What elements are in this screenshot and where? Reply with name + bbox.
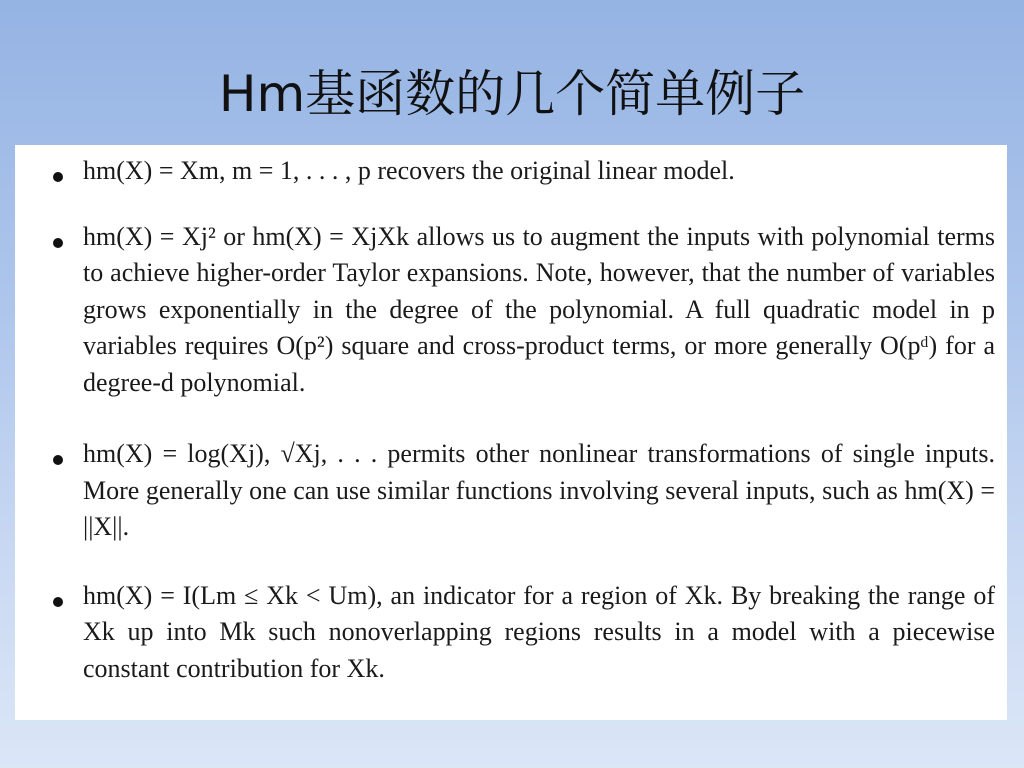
bullet-text: hm(X) = I(Lm ≤ Xk < Um), an indicator for a region of Xk. By breaking the range of Xk up into Mk such nonoverlapping regions results in a model with a piecewise constant contribution for Xk. [83, 580, 995, 683]
bullet-dot-icon [53, 455, 63, 465]
bullet-item-3 [37, 436, 995, 546]
bullet-text: hm(X) = log(Xj), √Xj, . . . permits other nonlinear transformations of single inputs. More generally one can use similar functions involving several inputs, such as hm(X) = ||X||. [83, 439, 995, 541]
slide-title: Hm基函数的几个简单例子 [218, 65, 806, 123]
bullet-item-4 [37, 578, 995, 688]
content-panel [15, 145, 1007, 720]
bullet-dot-icon [53, 172, 63, 182]
bullet-dot-icon [53, 597, 63, 607]
bullet-text: hm(X) = Xj² or hm(X) = XjXk allows us to augment the inputs with polynomial terms to achieve higher-order Taylor expansions. Note, however, that the number of variables grows exponentially in the degree of the polynomial. A full quadratic model in p variables requires O(p²) square and cross-product terms, or more generally O(pᵈ) for a degree-d polynomial. [83, 221, 995, 397]
bullet-dot-icon [53, 238, 63, 248]
bullet-list [37, 153, 995, 687]
bullet-item-1 [37, 153, 995, 190]
bullet-text: hm(X) = Xm, m = 1, . . . , p recovers the original linear model. [83, 156, 735, 185]
bullet-item-2 [37, 219, 995, 402]
